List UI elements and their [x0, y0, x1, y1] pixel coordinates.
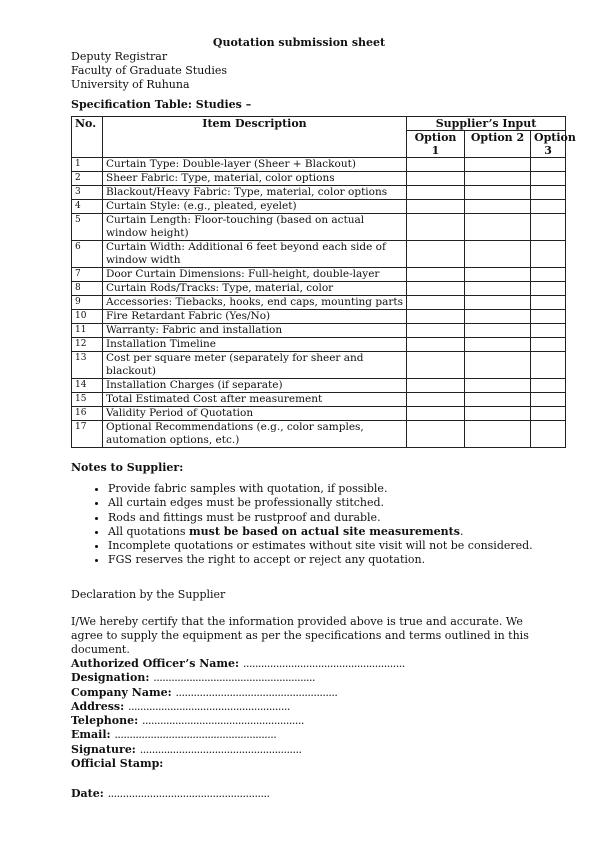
option-3-cell[interactable]: [531, 296, 566, 310]
option-2-cell[interactable]: [465, 407, 531, 421]
table-row: [72, 324, 566, 338]
note-text: All quotations: [108, 524, 189, 538]
officer-name-field[interactable]: [71, 657, 405, 671]
option-3-cell[interactable]: [531, 186, 566, 200]
row-number: 13: [72, 352, 103, 379]
option-1-cell[interactable]: [407, 158, 465, 172]
spec-table-title: Specification Table: Studies –: [71, 98, 252, 111]
official-stamp-field[interactable]: [71, 757, 405, 771]
fill-line: ......................................................: [139, 742, 302, 756]
table-row: [72, 421, 566, 448]
item-description: Accessories: Tiebacks, hooks, end caps, mounting parts: [103, 296, 407, 310]
header-item-description: Item Description: [103, 117, 407, 158]
page-title: Quotation submission sheet: [212, 36, 386, 49]
fill-line: ......................................................: [242, 657, 405, 670]
option-1-cell[interactable]: [407, 200, 465, 214]
option-1-cell[interactable]: [407, 352, 465, 379]
option-3-cell[interactable]: [531, 214, 566, 241]
note-text: .: [459, 524, 464, 538]
table-row: [72, 310, 566, 324]
table-row: [72, 338, 566, 352]
row-number: 16: [72, 407, 103, 421]
table-row: [72, 186, 566, 200]
list-item: • FGS reserves the right to accept or reject any quotation.: [108, 553, 568, 567]
item-description: Total Estimated Cost after measurement: [103, 393, 407, 407]
table-row: [72, 200, 566, 214]
declaration-title: Declaration by the Supplier: [71, 588, 226, 601]
fill-line: ......................................................: [128, 699, 290, 713]
table-row: [72, 172, 566, 186]
option-1-cell[interactable]: [407, 407, 465, 421]
fill-line: ......................................................: [153, 671, 316, 685]
field-label: Authorized Officer’s Name:: [71, 657, 240, 670]
address-line: Faculty of Graduate Studies: [71, 64, 227, 77]
recipient-address: [71, 50, 227, 92]
list-item: • Provide fabric samples with quotation, if possible.: [108, 482, 568, 496]
option-1-cell[interactable]: [407, 296, 465, 310]
field-label: Official Stamp:: [71, 757, 164, 771]
designation-field[interactable]: [71, 671, 405, 685]
option-3-cell[interactable]: [531, 379, 566, 393]
row-number: 11: [72, 324, 103, 338]
signature-field[interactable]: [71, 743, 405, 757]
field-label: Date:: [71, 787, 104, 800]
option-2-cell[interactable]: [465, 158, 531, 172]
row-number: 14: [72, 379, 103, 393]
option-2-cell[interactable]: [465, 282, 531, 296]
company-name-field[interactable]: [71, 686, 405, 700]
row-number: 9: [72, 296, 103, 310]
option-1-cell[interactable]: [407, 172, 465, 186]
option-3-cell[interactable]: [531, 200, 566, 214]
item-description: Sheer Fabric: Type, material, color options: [103, 172, 407, 186]
item-description: Curtain Length: Floor-touching (based on actual window height): [103, 214, 407, 241]
option-2-cell[interactable]: [465, 200, 531, 214]
option-3-cell[interactable]: [531, 407, 566, 421]
item-description: Door Curtain Dimensions: Full-height, double-layer: [103, 268, 407, 282]
option-2-cell[interactable]: [465, 296, 531, 310]
option-1-cell[interactable]: [407, 268, 465, 282]
option-2-cell[interactable]: [465, 268, 531, 282]
item-description: Curtain Style: (e.g., pleated, eyelet): [103, 200, 407, 214]
row-number: 15: [72, 393, 103, 407]
option-3-cell[interactable]: [531, 268, 566, 282]
item-description: Curtain Width: Additional 6 feet beyond each side of window width: [103, 241, 407, 268]
table-row: [72, 379, 566, 393]
option-3-cell[interactable]: [531, 241, 566, 268]
option-2-cell[interactable]: [465, 324, 531, 338]
table-row: [72, 268, 566, 282]
field-label: Telephone:: [71, 714, 139, 728]
option-3-cell[interactable]: [531, 310, 566, 324]
row-number: 12: [72, 338, 103, 352]
row-number: 1: [72, 158, 103, 172]
fill-line: ......................................................: [107, 787, 270, 800]
table-row: [72, 214, 566, 241]
row-number: 7: [72, 268, 103, 282]
address-line: Deputy Registrar: [71, 50, 168, 63]
option-2-cell[interactable]: [465, 393, 531, 407]
header-suppliers-input: Supplier’s Input: [407, 117, 566, 131]
list-item: • All curtain edges must be professionally stitched.: [108, 496, 568, 510]
notes-list: [71, 482, 568, 568]
option-3-cell[interactable]: [531, 282, 566, 296]
option-2-cell[interactable]: [465, 421, 531, 448]
option-3-cell[interactable]: [531, 352, 566, 379]
telephone-field[interactable]: [71, 714, 405, 728]
item-description: Blackout/Heavy Fabric: Type, material, color options: [103, 186, 407, 200]
row-number: 6: [72, 241, 103, 268]
option-2-cell[interactable]: [465, 214, 531, 241]
list-item: • Incomplete quotations or estimates without site visit will not be considered.: [108, 539, 568, 553]
field-label: Designation:: [71, 671, 150, 685]
field-label: Signature:: [71, 742, 136, 756]
row-number: 2: [72, 172, 103, 186]
table-row: [72, 282, 566, 296]
option-2-cell[interactable]: [465, 379, 531, 393]
field-label: Email:: [71, 728, 111, 742]
fill-line: ......................................................: [114, 728, 277, 742]
table-row: [72, 158, 566, 172]
header-option-1: Option 1: [407, 131, 465, 158]
header-option-2: Option 2: [465, 131, 531, 158]
option-3-cell[interactable]: [531, 324, 566, 338]
table-row: [72, 352, 566, 379]
option-3-cell[interactable]: [531, 338, 566, 352]
option-1-cell[interactable]: [407, 379, 465, 393]
option-1-cell[interactable]: [407, 324, 465, 338]
option-2-cell[interactable]: [465, 310, 531, 324]
option-3-cell[interactable]: [531, 421, 566, 448]
field-label: Address:: [71, 699, 125, 713]
row-number: 10: [72, 310, 103, 324]
row-number: 5: [72, 214, 103, 241]
table-row: [72, 241, 566, 268]
fill-line: ......................................................: [142, 714, 304, 728]
option-1-cell[interactable]: [407, 338, 465, 352]
row-number: 17: [72, 421, 103, 448]
option-2-cell[interactable]: [465, 241, 531, 268]
option-3-cell[interactable]: [531, 393, 566, 407]
table-row: [72, 296, 566, 310]
item-description: Curtain Rods/Tracks: Type, material, color: [103, 282, 407, 296]
option-2-cell[interactable]: [465, 352, 531, 379]
address-field[interactable]: [71, 700, 405, 714]
note-emphasis: must be based on actual site measurements: [189, 524, 460, 538]
option-2-cell[interactable]: [465, 338, 531, 352]
row-number: 4: [72, 200, 103, 214]
email-field[interactable]: [71, 728, 405, 742]
option-1-cell[interactable]: [407, 241, 465, 268]
fill-line: ......................................................: [175, 685, 338, 699]
option-2-cell[interactable]: [465, 186, 531, 200]
option-3-cell[interactable]: [531, 158, 566, 172]
table-row: [72, 407, 566, 421]
list-item: • Rods and fittings must be rustproof and durable.: [108, 511, 568, 525]
header-no: No.: [72, 117, 103, 158]
option-3-cell[interactable]: [531, 172, 566, 186]
item-description: Validity Period of Quotation: [103, 407, 407, 421]
option-1-cell[interactable]: [407, 393, 465, 407]
row-number: 8: [72, 282, 103, 296]
option-1-cell[interactable]: [407, 310, 465, 324]
list-item: [108, 525, 568, 539]
address-line: University of Ruhuna: [71, 78, 190, 91]
option-1-cell[interactable]: [407, 282, 465, 296]
header-option-3: Option 3: [531, 131, 566, 158]
item-description: Cost per square meter (separately for sheer and blackout): [103, 352, 407, 379]
item-description: Optional Recommendations (e.g., color samples, automation options, etc.): [103, 421, 407, 448]
item-description: Curtain Type: Double-layer (Sheer + Blackout): [103, 158, 407, 172]
option-1-cell[interactable]: [407, 421, 465, 448]
row-number: 3: [72, 186, 103, 200]
table-header-row: [72, 117, 566, 131]
signature-block: [71, 657, 405, 771]
item-description: Installation Charges (if separate): [103, 379, 407, 393]
table-row: [72, 393, 566, 407]
item-description: Warranty: Fabric and installation: [103, 324, 407, 338]
item-description: Installation Timeline: [103, 338, 407, 352]
specification-table: [71, 116, 576, 448]
date-field[interactable]: [71, 787, 269, 800]
field-label: Company Name:: [71, 685, 172, 699]
declaration-text: I/We hereby certify that the information provided above is true and accurate. We agree to supply the equipment as per the specifications and terms outlined in this document.: [71, 615, 529, 656]
option-1-cell[interactable]: [407, 186, 465, 200]
option-2-cell[interactable]: [465, 172, 531, 186]
notes-title: Notes to Supplier:: [71, 461, 184, 474]
option-1-cell[interactable]: [407, 214, 465, 241]
item-description: Fire Retardant Fabric (Yes/No): [103, 310, 407, 324]
